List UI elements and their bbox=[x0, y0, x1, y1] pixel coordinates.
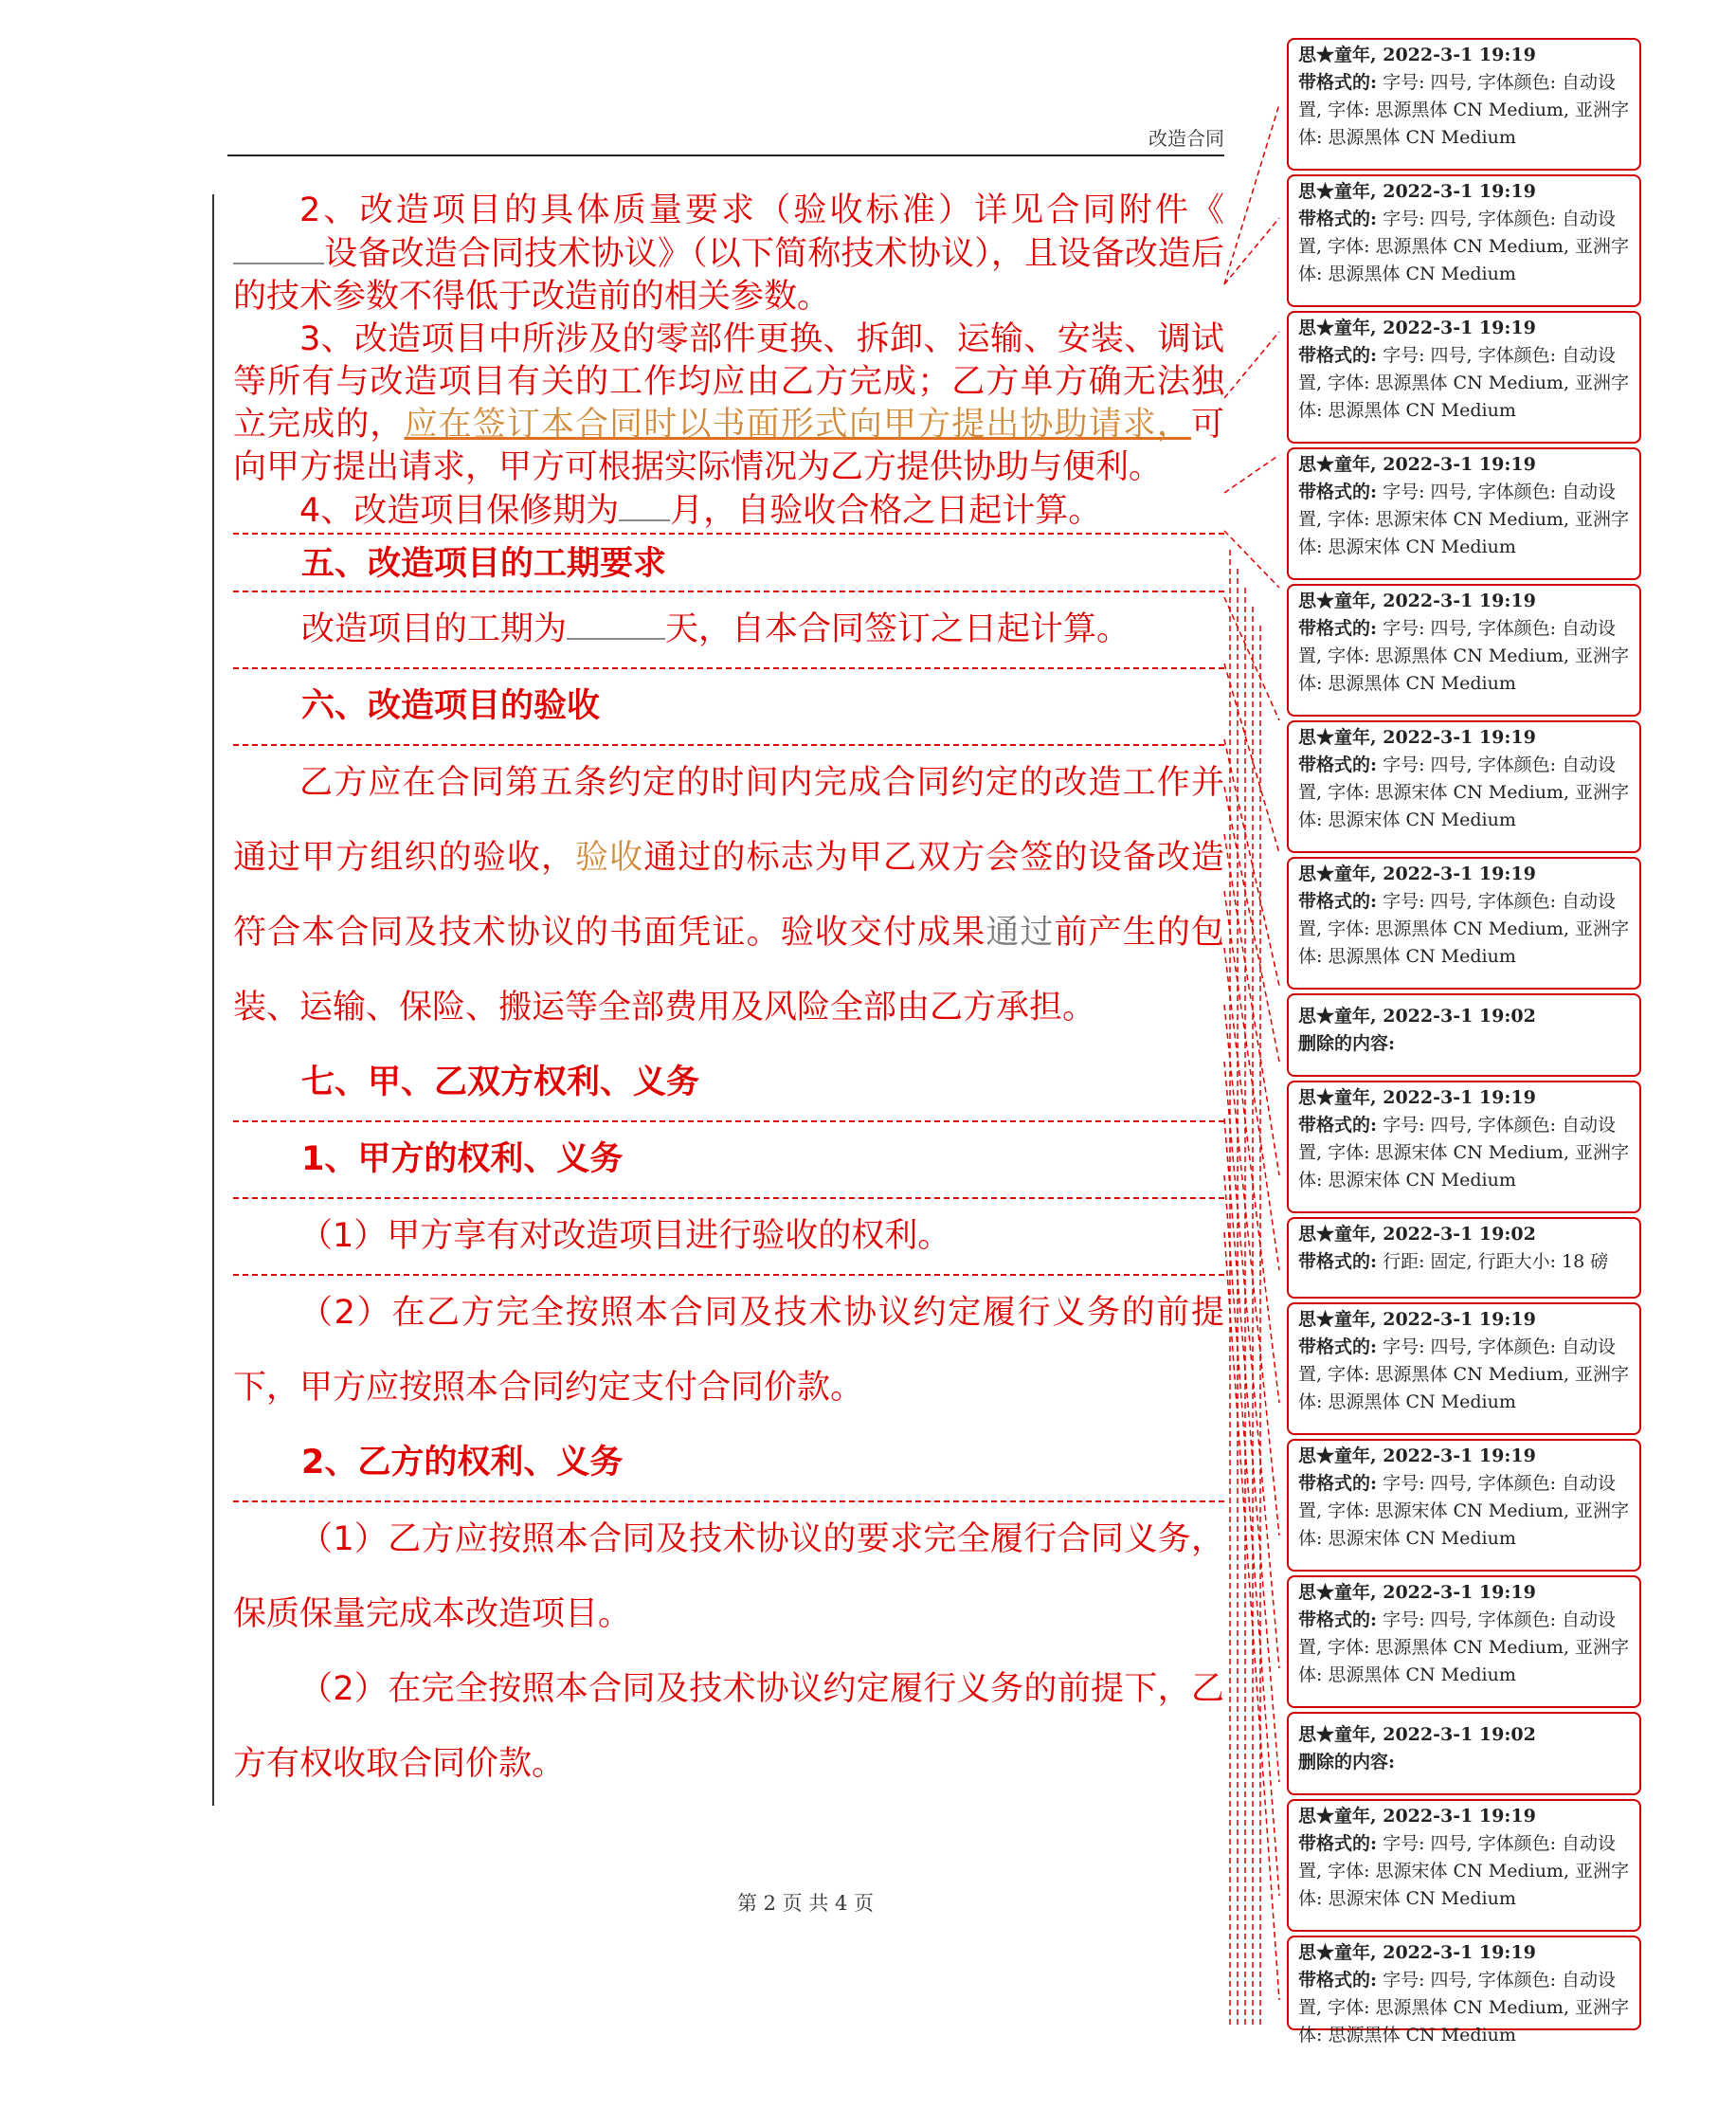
comment-balloon-pane bbox=[1287, 38, 1641, 2045]
comment-balloon[interactable]: 思★童年, 2022-3-1 19:02 删除的内容: bbox=[1287, 993, 1641, 1077]
comment-balloon[interactable]: 思★童年, 2022-3-1 19:19 带格式的: 字号: 四号, 字体颜色: 自动设置, 字体: 思源黑体 CN Medium, 亚洲字体: 思源黑体 CN Medium bbox=[1287, 1936, 1641, 2030]
comment-balloon[interactable]: 思★童年, 2022-3-1 19:19 带格式的: 字号: 四号, 字体颜色: 自动设置, 字体: 思源黑体 CN Medium, 亚洲字体: 思源黑体 CN Medium bbox=[1287, 38, 1641, 171]
clause-4: 4、改造项目保修期为 月，自验收合格之日起计算。 bbox=[233, 489, 1224, 535]
comment-balloon[interactable]: 思★童年, 2022-3-1 19:19 带格式的: 字号: 四号, 字体颜色: 自动设置, 字体: 思源黑体 CN Medium, 亚洲字体: 思源黑体 CN Medium bbox=[1287, 1302, 1641, 1435]
comment-balloon[interactable]: 思★童年, 2022-3-1 19:19 带格式的: 字号: 四号, 字体颜色: 自动设置, 字体: 思源宋体 CN Medium, 亚洲字体: 思源宋体 CN Medium bbox=[1287, 720, 1641, 853]
section-6-heading: 六、改造项目的验收 bbox=[233, 669, 1224, 746]
comment-balloon[interactable]: 思★童年, 2022-3-1 19:19 带格式的: 字号: 四号, 字体颜色: 自动设置, 字体: 思源黑体 CN Medium, 亚洲字体: 思源黑体 CN Medium bbox=[1287, 311, 1641, 444]
comment-balloon[interactable]: 思★童年, 2022-3-1 19:19 带格式的: 字号: 四号, 字体颜色: 自动设置, 字体: 思源宋体 CN Medium, 亚洲字体: 思源宋体 CN Medium bbox=[1287, 1081, 1641, 1213]
running-header: 改造合同 bbox=[1148, 127, 1224, 150]
comment-balloon[interactable]: 思★童年, 2022-3-1 19:19 带格式的: 字号: 四号, 字体颜色: 自动设置, 字体: 思源宋体 CN Medium, 亚洲字体: 思源宋体 CN Medium bbox=[1287, 1439, 1641, 1572]
comment-balloon[interactable]: 思★童年, 2022-3-1 19:02 删除的内容: bbox=[1287, 1712, 1641, 1795]
moved-word: 通过 bbox=[986, 914, 1055, 952]
comment-balloon[interactable]: 思★童年, 2022-3-1 19:19 带格式的: 字号: 四号, 字体颜色: 自动设置, 字体: 思源黑体 CN Medium, 亚洲字体: 思源黑体 CN Medium bbox=[1287, 857, 1641, 990]
section-7-2-item-2: （2）在完全按照本合同及技术协议约定履行义务的前提下，乙方有权收取合同价款。 bbox=[233, 1670, 1224, 1783]
section-5-heading: 五、改造项目的工期要求 bbox=[233, 538, 1224, 592]
section-7-1-item-1: （1）甲方享有对改造项目进行验收的权利。 bbox=[233, 1199, 1224, 1276]
section-7-heading: 七、甲、乙双方权利、义务 bbox=[233, 1045, 1224, 1122]
section-6-text: 乙方应在合同第五条约定的时间内完成合同约定的改造工作并通过甲方组织的验收，验收通过的标志为甲乙双方会签的设备改造符合本合同及技术协议的书面凭证。验收交付成果通过前产生的包装、运输、保险、搬运等全部费用及风险全部由乙方承担。 bbox=[233, 764, 1224, 1027]
section-7-2-item-1: （1）乙方应按照本合同及技术协议的要求完全履行合同义务，保质保量完成本改造项目。 bbox=[233, 1520, 1224, 1633]
clause-2: 2、改造项目的具体质量要求（验收标准）详见合同附件《设备改造合同技术协议》（以下简称技术协议），且设备改造后的技术参数不得低于改造前的相关参数。 bbox=[233, 191, 1224, 316]
comment-balloon[interactable]: 思★童年, 2022-3-1 19:02 带格式的: 行距: 固定, 行距大小: 18 磅 bbox=[1287, 1217, 1641, 1299]
comment-balloon[interactable]: 思★童年, 2022-3-1 19:19 带格式的: 字号: 四号, 字体颜色: 自动设置, 字体: 思源黑体 CN Medium, 亚洲字体: 思源黑体 CN Medium bbox=[1287, 1575, 1641, 1708]
comment-balloon[interactable]: 思★童年, 2022-3-1 19:19 带格式的: 字号: 四号, 字体颜色: 自动设置, 字体: 思源黑体 CN Medium, 亚洲字体: 思源黑体 CN Medium bbox=[1287, 174, 1641, 307]
inserted-text: 应在签订本合同时以书面形式向甲方提出协助请求， bbox=[404, 406, 1191, 444]
section-7-1-item-2: （2）在乙方完全按照本合同及技术协议约定履行义务的前提下，甲方应按照本合同约定支付合同价款。 bbox=[233, 1294, 1224, 1407]
inserted-word: 验收 bbox=[575, 839, 644, 877]
comment-balloon[interactable]: 思★童年, 2022-3-1 19:19 带格式的: 字号: 四号, 字体颜色: 自动设置, 字体: 思源黑体 CN Medium, 亚洲字体: 思源黑体 CN Medium bbox=[1287, 584, 1641, 717]
section-5-text: 改造项目的工期为 天，自本合同签订之日起计算。 bbox=[233, 592, 1224, 669]
page-footer: 第 2 页 共 4 页 bbox=[736, 1892, 875, 1915]
section-7-1-heading: 1、甲方的权利、义务 bbox=[233, 1122, 1224, 1199]
comment-balloon[interactable]: 思★童年, 2022-3-1 19:19 带格式的: 字号: 四号, 字体颜色: 自动设置, 字体: 思源宋体 CN Medium, 亚洲字体: 思源宋体 CN Medium bbox=[1287, 447, 1641, 580]
section-7-2-heading: 2、乙方的权利、义务 bbox=[233, 1426, 1224, 1502]
clause-3: 3、改造项目中所涉及的零部件更换、拆卸、运输、安装、调试等所有与改造项目有关的工作均应由乙方完成；乙方单方确无法独立完成的，应在签订本合同时以书面形式向甲方提出协助请求，可向甲方提出请求，甲方可根据实际情况为乙方提供协助与便利。 bbox=[233, 320, 1224, 486]
document-body bbox=[233, 190, 1224, 1802]
comment-balloon[interactable]: 思★童年, 2022-3-1 19:19 带格式的: 字号: 四号, 字体颜色: 自动设置, 字体: 思源宋体 CN Medium, 亚洲字体: 思源宋体 CN Medium bbox=[1287, 1799, 1641, 1932]
